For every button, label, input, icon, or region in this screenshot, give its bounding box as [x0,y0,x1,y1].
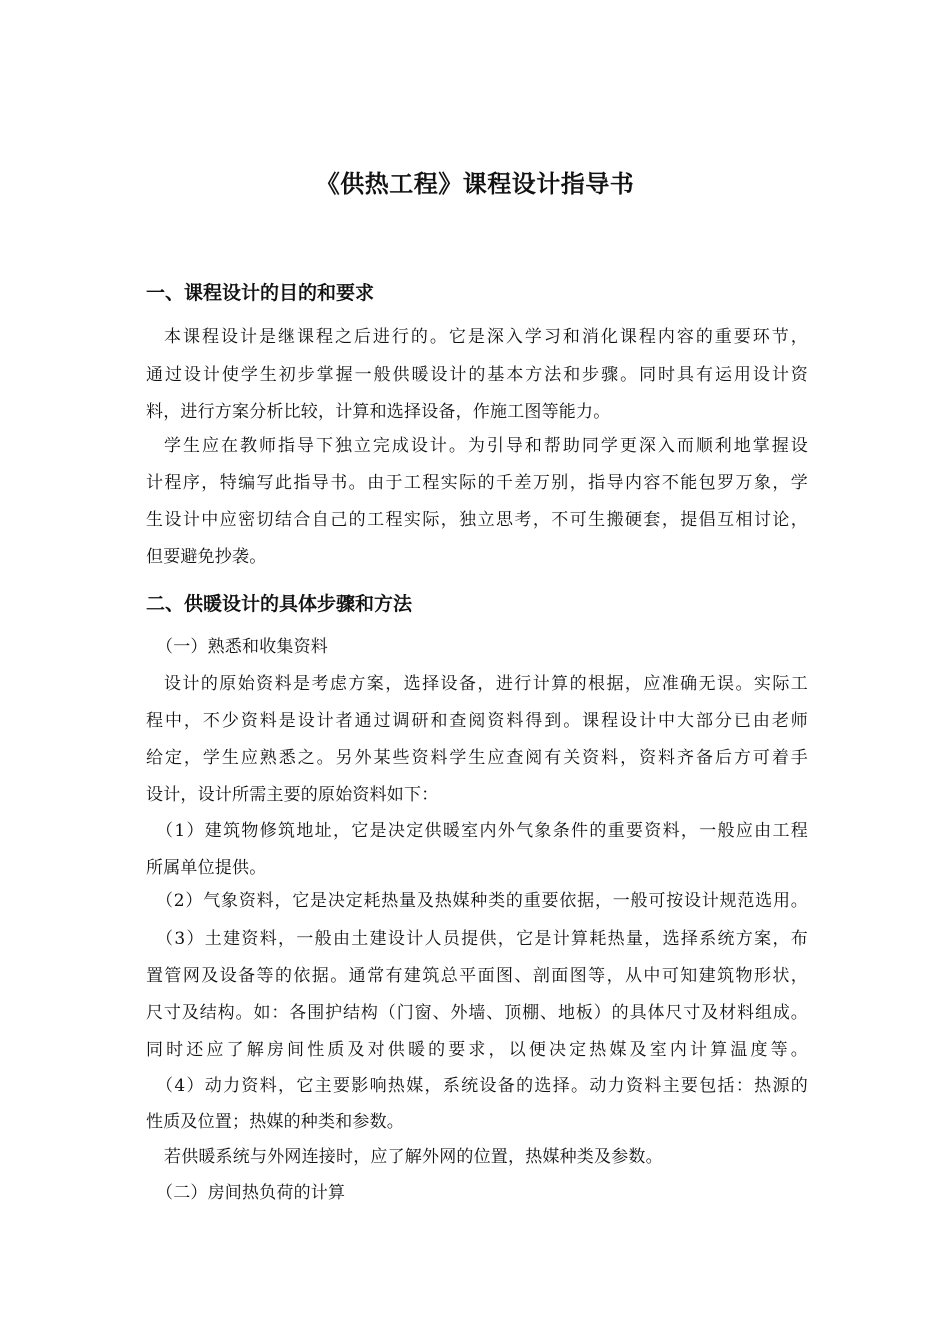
section-1-paragraph-1-line: 料，进行方案分析比较，计算和选择设备，作施工图等能力。 [146,402,611,422]
section-1-paragraph-2-line: 但要避免抄袭。 [146,547,267,567]
subsection-1-heading: （一）熟悉和收集资料 [156,637,328,657]
section-1-paragraph-1-line: 本课程设计是继课程之后进行的。它是深入学习和消化课程内容的重要环节， [164,327,808,347]
list-item-3-line: （3）土建资料，一般由土建设计人员提供，它是计算耗热量，选择系统方案，布 [156,929,808,949]
section-2-paragraph-1-line: 程中，不少资料是设计者通过调研和查阅资料得到。课程设计中大部分已由老师 [146,711,808,731]
section-1-paragraph-1-line: 通过设计使学生初步掌握一般供暖设计的基本方法和步骤。同时具有运用设计资 [146,365,808,385]
list-item-1-line: （1）建筑物修筑地址，它是决定供暖室内外气象条件的重要资料，一般应由工程 [156,821,808,841]
list-item-2-line: （2）气象资料，它是决定耗热量及热媒种类的重要依据，一般可按设计规范选用。 [156,891,808,911]
section-2-paragraph-2-line: 若供暖系统与外网连接时，应了解外网的位置，热媒种类及参数。 [164,1147,663,1167]
list-item-4-line: （4）动力资料，它主要影响热媒，系统设备的选择。动力资料主要包括：热源的 [156,1076,808,1096]
subsection-2-heading: （二）房间热负荷的计算 [156,1183,346,1203]
list-item-3-line: 尺寸及结构。如：各围护结构（门窗、外墙、顶棚、地板）的具体尺寸及材料组成。 [146,1003,808,1023]
section-2-paragraph-1-line: 设计，设计所需主要的原始资料如下： [146,785,439,805]
section-1-paragraph-2-line: 生设计中应密切结合自己的工程实际，独立思考，不可生搬硬套，提倡互相讨论， [146,510,808,530]
list-item-3-line: 置管网及设备等的依据。通常有建筑总平面图、剖面图等，从中可知建筑物形状， [146,966,808,986]
list-item-3-line: 同时还应了解房间性质及对供暖的要求，以便决定热媒及室内计算温度等。 [146,1040,808,1060]
section-1-paragraph-2-line: 计程序，特编写此指导书。由于工程实际的千差万别，指导内容不能包罗万象，学 [146,473,808,493]
section-2-paragraph-1-line: 设计的原始资料是考虑方案，选择设备，进行计算的根据，应准确无误。实际工 [164,674,808,694]
list-item-4-line: 性质及位置；热媒的种类和参数。 [146,1112,404,1132]
list-item-1-line: 所属单位提供。 [146,858,267,878]
section-1-heading: 一、课程设计的目的和要求 [146,282,375,304]
section-2-paragraph-1-line: 给定，学生应熟悉之。另外某些资料学生应查阅有关资料，资料齐备后方可着手 [146,748,808,768]
section-1-paragraph-2-line: 学生应在教师指导下独立完成设计。为引导和帮助同学更深入而顺利地掌握设 [164,436,808,456]
document-title: 《供热工程》课程设计指导书 [315,170,635,198]
section-2-heading: 二、供暖设计的具体步骤和方法 [146,593,413,615]
